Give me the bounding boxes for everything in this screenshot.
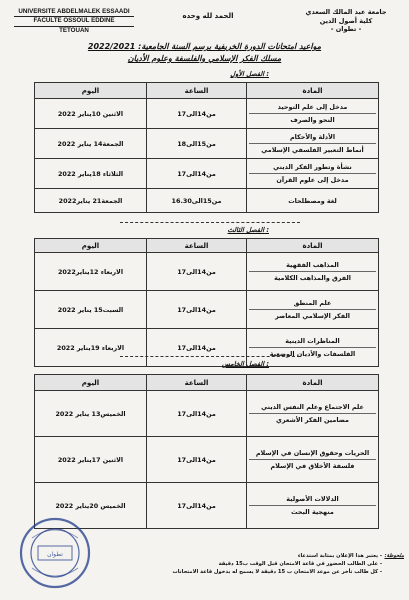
subject: الفكر الإسلامي المعاصر (275, 312, 350, 320)
exam-day: الاثنين 10يناير 2022 (35, 99, 147, 129)
city-name-arabic: - تطوان - (330, 25, 362, 34)
subject: المناظرات الدينية (249, 335, 376, 348)
exam-time: من15الى18 (147, 129, 247, 159)
semester-5-label: الفصل الخامس : (221, 360, 269, 368)
exam-day: الجمعة14 يناير 2022 (35, 129, 147, 159)
exam-subjects (247, 159, 379, 189)
university-header-arabic (301, 8, 391, 34)
program-title: مسلك الفكر الإسلامي والفلسفة وعلوم الأديان (127, 54, 282, 63)
subject: فلسفة الأخلاق في الإسلام (270, 462, 355, 470)
exam-subjects (247, 437, 379, 483)
subject: مدخل إلى علوم القرآن (276, 176, 349, 184)
table-row (35, 437, 379, 483)
semester-1-label: الفصل الأول : (230, 70, 269, 78)
column-header-day: اليوم (35, 375, 147, 391)
exam-day: الاثنين 17يناير 2022 (35, 437, 147, 483)
table-header-row (35, 83, 379, 99)
exam-subjects (247, 99, 379, 129)
exam-subjects (247, 291, 379, 329)
table-row (35, 391, 379, 437)
exam-day: الجمعة21 يناير2022 (35, 189, 147, 213)
city-name-latin: TETOUAN (59, 26, 89, 34)
table-row (35, 129, 379, 159)
semester-5-table (34, 374, 379, 529)
table-row (35, 291, 379, 329)
table-header-row (35, 239, 379, 253)
subject: علم الاجتماع وعلم النفس الديني (249, 401, 376, 414)
subject: الفلسفات والأديان الوضعية (269, 350, 356, 358)
semester-3-table (34, 238, 379, 367)
subject: مدخل إلى علم التوحيد (249, 101, 376, 114)
subject: لغة ومصطلحات (288, 196, 337, 205)
section-divider (120, 222, 300, 223)
column-header-subject: المادة (247, 375, 379, 391)
exam-time: من14الى17 (147, 253, 247, 291)
subject: أنماط التعبير الفلسفي الإسلامي (261, 146, 364, 154)
exam-time: من14الى17 (147, 291, 247, 329)
exam-time: من15الى16.30 (147, 189, 247, 213)
svg-text:تطوان: تطوان (47, 551, 63, 558)
subject: الحريات وحقوق الإنسان في الإسلام (249, 447, 376, 460)
exam-subjects (247, 253, 379, 291)
exam-subjects (247, 391, 379, 437)
column-header-day: اليوم (35, 239, 147, 253)
subject: الفرق والمذاهب الكلامية (274, 274, 351, 282)
exam-time: من14الى17 (147, 483, 247, 529)
exam-day: الخميس 20يناير 2022 (35, 483, 147, 529)
subject: مضامين الفكر الأشعري (276, 416, 349, 424)
notes-label: ملحوظة: (384, 553, 404, 559)
subject: الأدلة والأحكام (249, 131, 376, 144)
table-row (35, 253, 379, 291)
column-header-time: الساعة (147, 239, 247, 253)
table-row (35, 159, 379, 189)
exam-day: الاربعاء 19يناير 2022 (35, 329, 147, 367)
column-header-day: اليوم (35, 83, 147, 99)
section-divider (120, 356, 300, 357)
table-row (35, 329, 379, 367)
exam-time: من14الى17 (147, 437, 247, 483)
exam-subjects (247, 189, 379, 213)
note-line: - يعتبر هذا الإعلان بمثابة استدعاء (297, 553, 382, 559)
document-title: مواعيد امتحانات الدورة الخريفية برسم السنة الجامعية: 2022/2021 (87, 42, 322, 51)
exam-time: من14الى17 (147, 391, 247, 437)
exam-time: من14الى17 (147, 159, 247, 189)
subject: الدلالات الأصولية (249, 493, 376, 506)
faculty-name-latin: FACULTE OSSOUL EDDINE (14, 17, 134, 26)
university-name-arabic: جامعة عبد المالك السعدي (305, 8, 387, 16)
note-line: - كل طالب تأخر عن موعد الامتحان ب 15 دقيقة لا يسمح له بدخول قاعة الامتحانات (172, 569, 382, 575)
semester-1-table (34, 82, 379, 213)
basmala-heading: الحمد لله وحده (182, 12, 234, 20)
column-header-subject: المادة (247, 83, 379, 99)
table-row (35, 99, 379, 129)
subject: علم المنطق (249, 297, 376, 310)
subject: نشأة وتطور الفكر الديني (249, 161, 376, 174)
exam-day: السبت15 يناير 2022 (35, 291, 147, 329)
exam-day: الخميس13 يناير 2022 (35, 391, 147, 437)
university-name-latin: UNIVERSITE ABDELMALEK ESSAADI (14, 8, 134, 17)
semester-3-label: الفصل الثالث : (227, 226, 269, 234)
faculty-name-arabic: كلية أصول الدين (319, 16, 373, 25)
official-stamp (18, 516, 92, 590)
university-header-latin (14, 8, 134, 35)
subject: منهجية البحث (291, 508, 334, 516)
column-header-subject: المادة (247, 239, 379, 253)
table-row (35, 189, 379, 213)
table-header-row (35, 375, 379, 391)
exam-time: من14الى17 (147, 329, 247, 367)
column-header-time: الساعة (147, 375, 247, 391)
column-header-time: الساعة (147, 83, 247, 99)
subject: النحو والصرف (290, 116, 335, 124)
exam-day: الثلاثاء 18يناير 2022 (35, 159, 147, 189)
exam-time: من14الى17 (147, 99, 247, 129)
notes-block (142, 552, 404, 576)
exam-subjects (247, 483, 379, 529)
note-line: - على الطالب الحضور في قاعة الامتحان قبل الوقت ب15 دقيقة (218, 561, 382, 567)
exam-subjects (247, 129, 379, 159)
subject: المذاهب الفقهية (249, 259, 376, 272)
exam-day: الاربعاء 12يناير2022 (35, 253, 147, 291)
